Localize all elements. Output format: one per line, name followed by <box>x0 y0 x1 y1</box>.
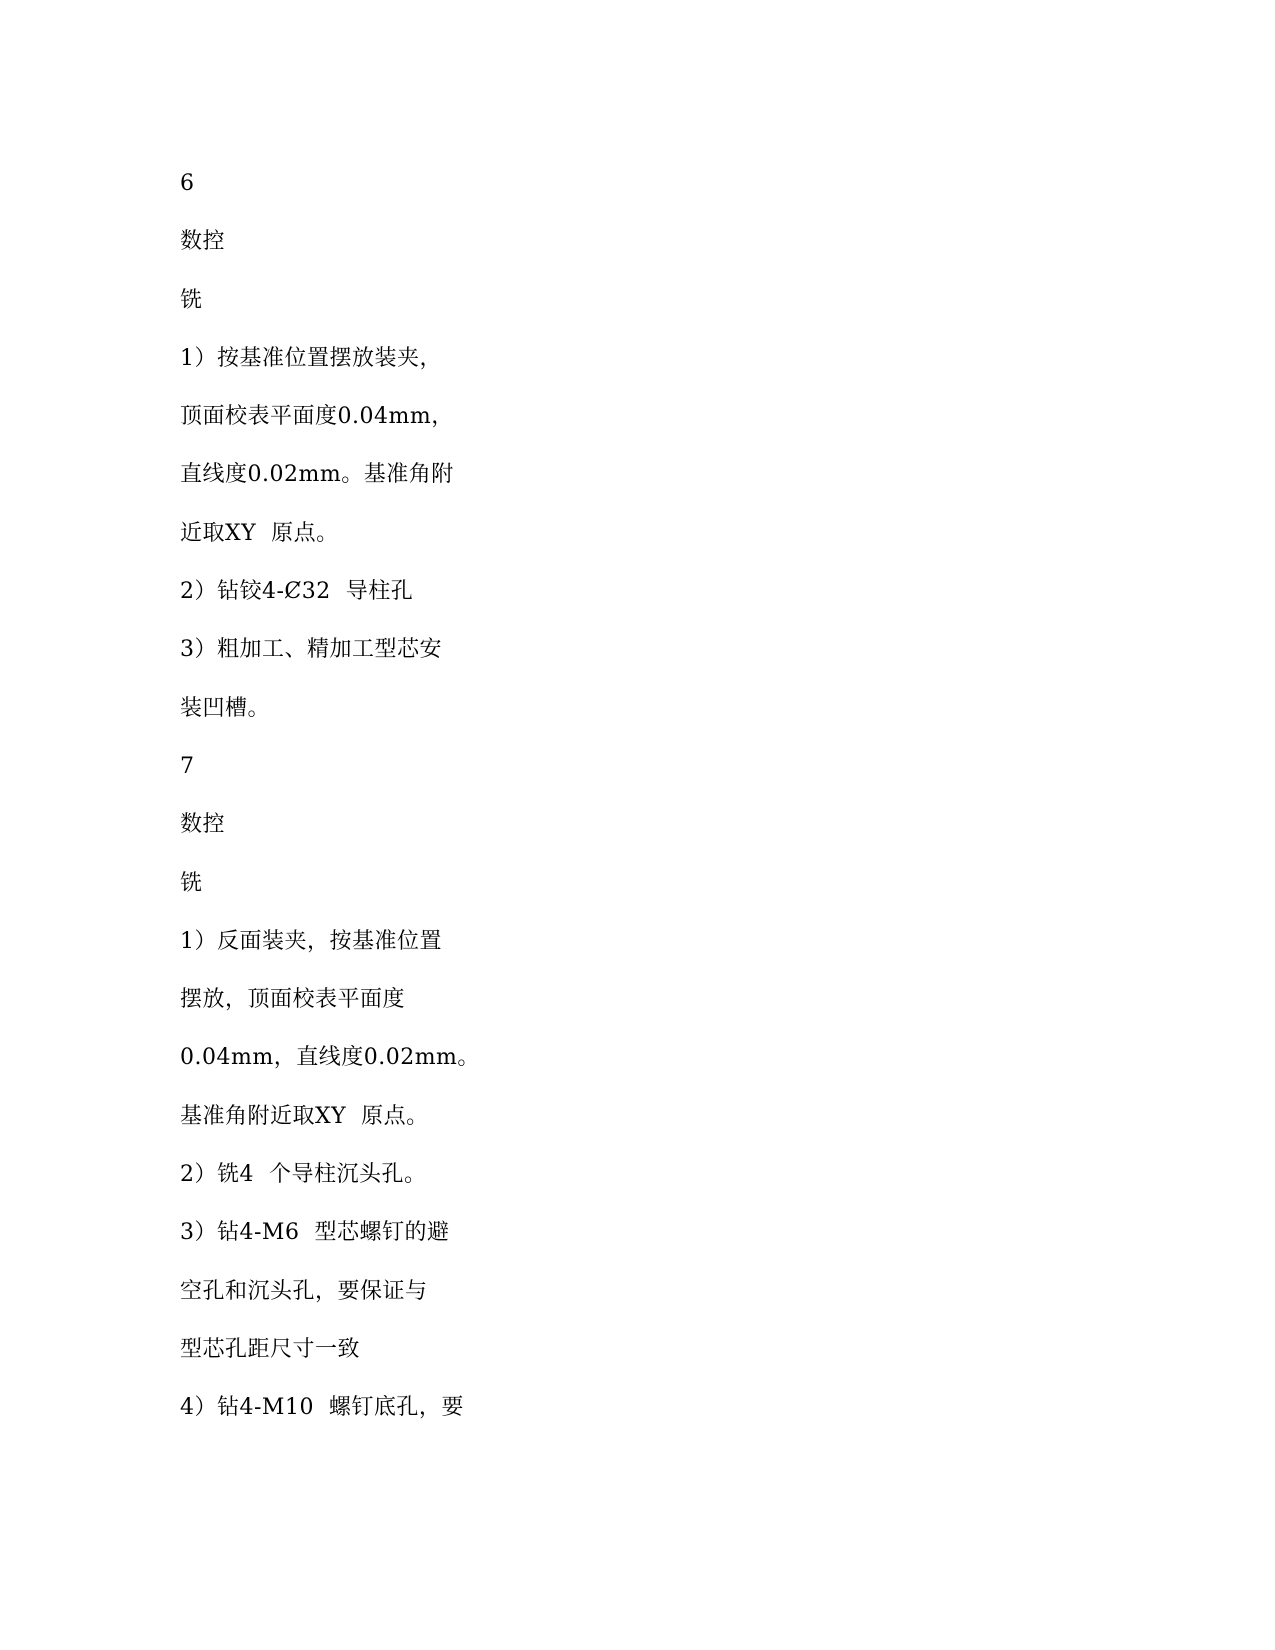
document-body <box>180 166 600 1449</box>
process-name-line: 铣 <box>180 870 203 896</box>
text-line: 1）反面装夹，按基准位置 <box>180 928 442 954</box>
text-line: 4）钻4-M10 螺钉底孔，要 <box>180 1395 464 1421</box>
text-line: 2）钻铰4-Ȼ32 导柱孔 <box>180 579 414 605</box>
text-line: 3）钻4-M6 型芯螺钉的避 <box>180 1220 450 1246</box>
text-line: 空孔和沉头孔，要保证与 <box>180 1278 428 1304</box>
text-line: 2）铣4 个导柱沉头孔。 <box>180 1162 427 1188</box>
process-name-line: 数控 <box>180 229 226 255</box>
text-line: 0.04mm，直线度0.02mm。 <box>180 1045 480 1071</box>
text-line: 1）按基准位置摆放装夹， <box>180 345 442 371</box>
text-line: 装凹槽。 <box>180 695 271 721</box>
text-line: 3）粗加工、精加工型芯安 <box>180 637 442 663</box>
text-line: 基准角附近取XY 原点。 <box>180 1103 429 1129</box>
text-line: 型芯孔距尺寸一致 <box>180 1336 361 1362</box>
process-name-line: 数控 <box>180 812 226 838</box>
text-line: 顶面校表平面度0.04mm， <box>180 404 454 430</box>
text-line: 近取XY 原点。 <box>180 520 339 546</box>
text-line: 直线度0.02mm。基准角附 <box>180 462 454 488</box>
text-line: 摆放，顶面校表平面度 <box>180 987 406 1013</box>
process-name-line: 铣 <box>180 287 203 313</box>
step-number: 6 <box>180 171 195 196</box>
step-number: 7 <box>180 753 195 779</box>
